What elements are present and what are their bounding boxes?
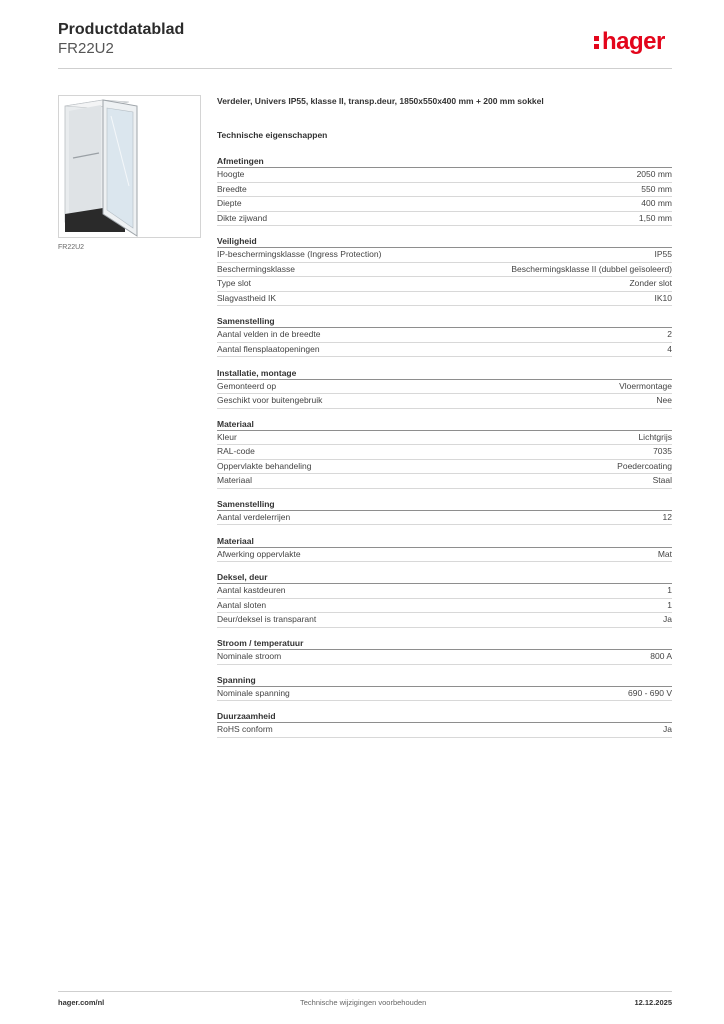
spec-group-title: Duurzaamheid [217,711,672,723]
footer-website: hager.com/nl [58,998,105,1007]
spec-value: Mat [657,548,672,559]
spec-value: 7035 [653,446,672,457]
spec-row [217,511,672,526]
header-divider [58,68,672,69]
spec-row [217,277,672,292]
spec-label: IP-beschermingsklasse (Ingress Protection) [217,249,382,260]
spec-label: Aantal sloten [217,599,267,610]
spec-value: 12 [662,511,672,522]
spec-value: IP55 [654,249,672,260]
spec-value: Lichtgrijs [638,431,672,442]
spec-value: Poedercoating [617,460,672,471]
spec-group-title: Materiaal [217,536,672,548]
spec-row [217,380,672,395]
footer-divider [58,991,672,992]
spec-value: 4 [667,343,672,354]
section-title-technical-properties: Technische eigenschappen [217,130,328,140]
spec-value: 1 [667,585,672,596]
spec-group [217,236,672,306]
spec-group [217,156,672,226]
spec-group-title: Deksel, deur [217,572,672,584]
image-caption: FR22U2 [58,244,85,251]
spec-value: 690 - 690 V [628,687,672,698]
spec-row [217,650,672,665]
spec-label: Type slot [217,278,252,289]
spec-value: Beschermingsklasse II (dubbel geïsoleerd) [511,263,672,274]
spec-row [217,292,672,307]
spec-label: Materiaal [217,475,252,486]
spec-label: Aantal verdelerrijen [217,511,291,522]
spec-row [217,263,672,278]
spec-value: 550 mm [641,183,672,194]
spec-value: 1 [667,599,672,610]
product-description: Verdeler, Univers IP55, klasse II, transp.deur, 1850x550x400 mm + 200 mm sokkel [217,96,544,106]
spec-group-title: Afmetingen [217,156,672,168]
spec-group [217,536,672,563]
spec-label: Hoogte [217,169,245,179]
spec-label: RoHS conform [217,724,273,735]
spec-value: Nee [656,395,672,406]
spec-row [217,328,672,343]
spec-value: Staal [652,475,672,486]
cabinet-illustration-icon [59,96,200,237]
hager-logo [594,30,665,54]
spec-label: Dikte zijwand [217,212,268,223]
spec-group [217,368,672,409]
spec-row [217,599,672,614]
spec-label: Kleur [217,431,237,442]
spec-value: Vloermontage [619,380,672,391]
spec-row [217,723,672,738]
logo-dots-icon [594,30,600,49]
spec-row [217,613,672,628]
spec-label: Geschikt voor buitengebruik [217,395,323,406]
spec-value: 1,50 mm [638,212,672,223]
spec-label: Aantal flensplaatopeningen [217,343,320,354]
spec-label: Slagvastheid IK [217,292,277,303]
spec-row [217,460,672,475]
spec-group [217,675,672,702]
spec-label: Afwerking oppervlakte [217,548,301,559]
cabinet-product-image [58,95,201,238]
spec-group [217,499,672,526]
page-title: Productdatablad [58,21,185,38]
spec-row [217,474,672,489]
spec-value: 2050 mm [636,169,672,179]
spec-label: Breedte [217,183,247,194]
spec-label: Nominale spanning [217,687,290,698]
spec-value: Ja [663,614,672,625]
spec-value: 2 [667,329,672,340]
footer-disclaimer: Technische wijzigingen voorbehouden [300,998,427,1007]
spec-row [217,212,672,227]
spec-row [217,431,672,446]
spec-row [217,394,672,409]
spec-label: Diepte [217,198,242,208]
footer-date: 12.12.2025 [634,998,672,1007]
spec-group-title: Spanning [217,675,672,687]
spec-group [217,638,672,665]
spec-value: Zonder slot [629,278,672,289]
spec-value: 400 mm [641,198,672,208]
spec-group-title: Samenstelling [217,499,672,511]
spec-group-title: Materiaal [217,419,672,431]
spec-label: Oppervlakte behandeling [217,460,312,471]
spec-value: Ja [663,724,672,735]
spec-group-title: Veiligheid [217,236,672,248]
spec-group [217,711,672,738]
spec-label: RAL-code [217,446,255,457]
spec-label: Beschermingsklasse [217,263,295,274]
product-code: FR22U2 [58,40,114,57]
spec-label: Nominale stroom [217,651,282,661]
spec-group-title: Stroom / temperatuur [217,638,672,650]
spec-group-title: Samenstelling [217,316,672,328]
spec-row [217,548,672,563]
spec-label: Deur/deksel is transparant [217,614,317,625]
spec-label: Gemonteerd op [217,380,277,391]
logo-text: hager [602,28,665,55]
spec-row [217,197,672,212]
spec-row [217,168,672,183]
spec-row [217,343,672,358]
spec-group [217,419,672,489]
spec-group-title: Installatie, montage [217,368,672,380]
spec-group [217,316,672,357]
spec-row [217,584,672,599]
spec-value: 800 A [650,651,672,661]
spec-row [217,248,672,263]
spec-label: Aantal kastdeuren [217,585,286,596]
spec-label: Aantal velden in de breedte [217,329,321,340]
spec-row [217,687,672,702]
spec-table [217,156,672,748]
spec-group [217,572,672,628]
spec-row [217,183,672,198]
spec-value: IK10 [654,292,672,303]
spec-row [217,445,672,460]
